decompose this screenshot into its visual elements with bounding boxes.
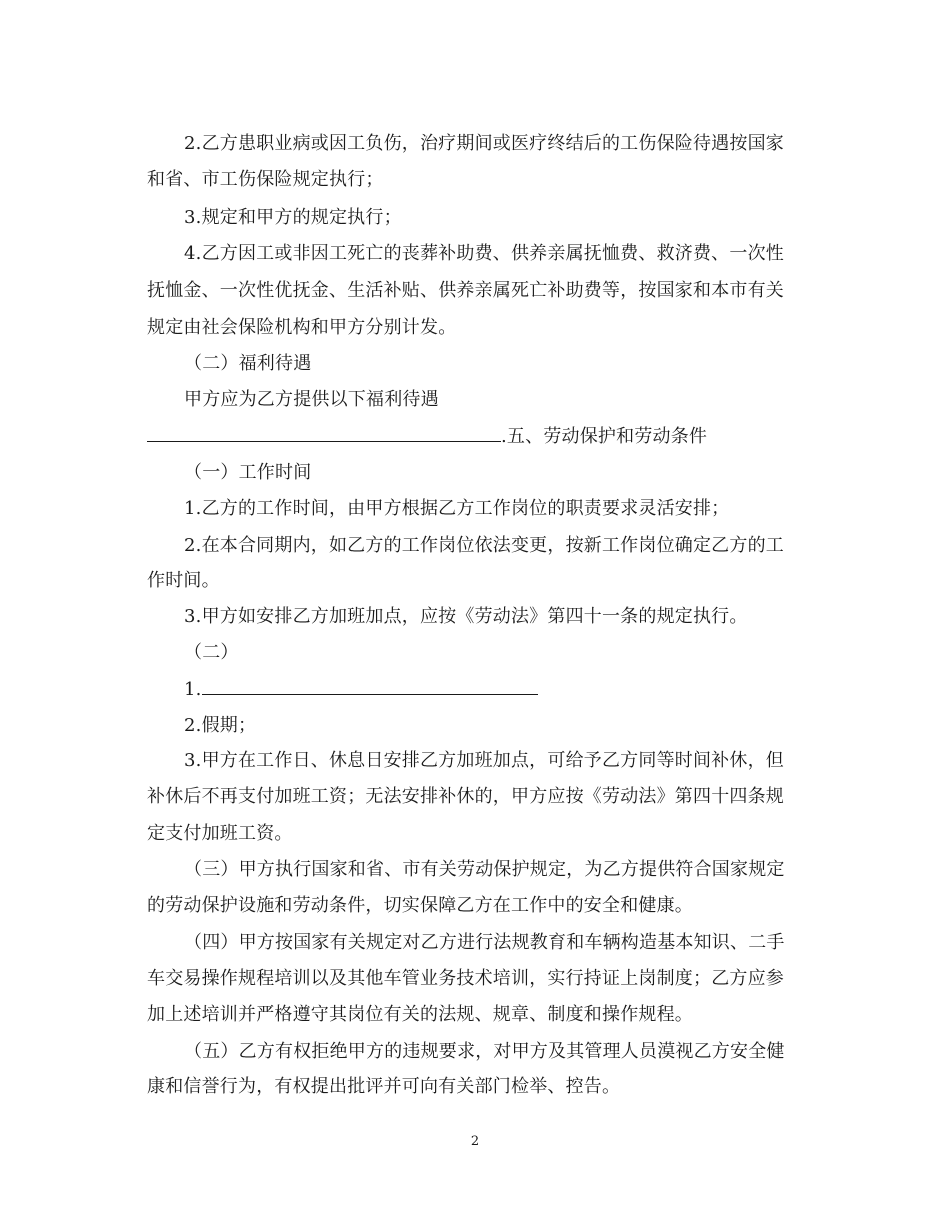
paragraph-line: 和省、市工伤保险规定执行； [147,169,384,190]
blank-fill-line [184,678,538,702]
chapter-heading: .五、劳动保护和劳动条件 [501,426,708,447]
paragraph-line: 的劳动保护设施和劳动条件，切实保障乙方在工作中的安全和健康。 [147,895,693,916]
paragraph-line: 规定由社会保险机构和甲方分别计发。 [147,317,457,338]
paragraph-line: 定支付加班工资。 [147,823,293,844]
paragraph-line: 2.乙方患职业病或因工负伤，治疗期间或医疗终结后的工伤保险待遇按国家 [184,133,784,154]
blank-fill-line [147,425,707,449]
paragraph-line: 车交易操作规程培训以及其他车管业务技术培训，实行持证上岗制度；乙方应参 [147,968,784,989]
paragraph-line: 抚恤金、一次性优抚金、生活补贴、供养亲属死亡补助费等，按国家和本市有关 [147,280,784,301]
paragraph-line: 作时间。 [147,570,220,591]
paragraph-line: （四）甲方按国家有关规定对乙方进行法规教育和车辆构造基本知识、二手 [184,932,785,953]
section-heading: （二） [184,642,239,663]
paragraph-line: 4.乙方因工或非因工死亡的丧葬补助费、供养亲属抚恤费、救济费、一次性 [184,243,784,264]
page-number: 2 [470,1134,480,1149]
paragraph-line: 2.在本合同期内，如乙方的工作岗位依法变更，按新工作岗位确定乙方的工 [184,535,784,556]
paragraph-line: 3.甲方在工作日、休息日安排乙方加班加点，可给予乙方同等时间补休，但 [184,750,784,771]
paragraph-line: （三）甲方执行国家和省、市有关劳动保护规定，为乙方提供符合国家规定 [184,859,785,880]
paragraph-line: 1.乙方的工作时间，由甲方根据乙方工作岗位的职责要求灵活安排； [184,498,730,519]
blank-underline [202,680,538,695]
section-heading: （二）福利待遇 [184,353,312,374]
paragraph-line: 甲方应为乙方提供以下福利待遇 [184,389,439,410]
section-heading: （一）工作时间 [184,462,312,483]
paragraph-line: 3.规定和甲方的规定执行； [184,207,402,228]
paragraph-line: （五）乙方有权拒绝甲方的违规要求，对甲方及其管理人员漠视乙方安全健 [184,1041,785,1062]
paragraph-line: 3.甲方如安排乙方加班加点，应按《劳动法》第四十一条的规定执行。 [184,606,748,627]
paragraph-line: 补休后不再支付加班工资；无法安排补休的，甲方应按《劳动法》第四十四条规 [147,786,784,807]
paragraph-line: 康和信誉行为，有权提出批评并可向有关部门检举、控告。 [147,1076,621,1097]
blank-underline [147,427,501,442]
paragraph-line: 加上述培训并严格遵守其岗位有关的法规、规章、制度和操作规程。 [147,1004,693,1025]
item-number: 1. [184,679,202,700]
paragraph-line: 2.假期； [184,715,257,736]
